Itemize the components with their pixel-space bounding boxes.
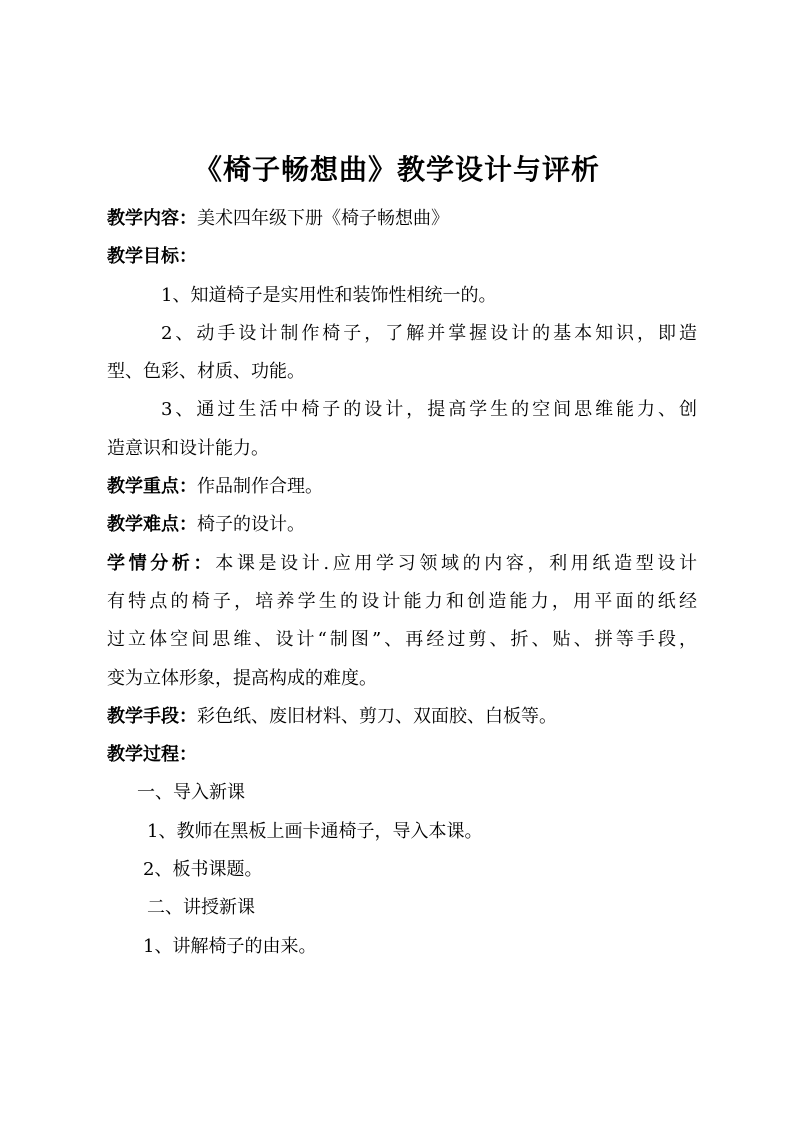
section-2-item-1: 1、讲解椅子的由来。: [143, 935, 317, 957]
analysis-label: 学情分析：: [107, 552, 216, 574]
goal-item-2-line-2: 型、色彩、材质、功能。: [107, 361, 305, 383]
difficulty-row: [107, 506, 697, 544]
goal-item-1: 1、知道椅子是实用性和装饰性相统一的。: [161, 284, 497, 306]
analysis-line-4: 变为立体形象，提高构成的难度。: [107, 667, 377, 689]
content-row: [107, 200, 697, 238]
difficulty-label: 教学难点：: [107, 514, 197, 536]
analysis-line-3: 过立体空间思维、设计“制图”、再经过剪、折、贴、拼等手段，: [107, 629, 697, 651]
goal-item-3-line-2: 造意识和设计能力。: [107, 437, 269, 459]
goal-item-2-line-1: 2、动手设计制作椅子，了解并掌握设计的基本知识，即造: [161, 322, 697, 344]
goals-label: 教学目标：: [107, 246, 197, 268]
section-1-item-2: 2、板书课题。: [143, 859, 263, 881]
means-text: 彩色纸、废旧材料、剪刀、双面胶、白板等。: [197, 705, 557, 727]
document-title: 《椅子畅想曲》教学设计与评析: [193, 153, 600, 186]
difficulty-text: 椅子的设计。: [197, 514, 305, 536]
document-body: [107, 200, 697, 966]
key-point-label: 教学重点：: [107, 476, 197, 498]
section-heading-2: 二、讲授新课: [147, 897, 255, 919]
goals-row: [107, 238, 697, 276]
goal-item-3-line-1: 3、通过生活中椅子的设计，提高学生的空间思维能力、创: [161, 399, 697, 421]
process-label: 教学过程：: [107, 744, 197, 766]
means-label: 教学手段：: [107, 705, 197, 727]
section-1-item-1: 1、教师在黑板上画卡通椅子，导入本课。: [147, 820, 483, 842]
content-text: 美术四年级下册《椅子畅想曲》: [197, 208, 449, 229]
analysis-line-1: 本课是设计.应用学习领域的内容，利用纸造型设计: [215, 552, 697, 574]
process-row: [107, 736, 697, 774]
content-label: 教学内容：: [107, 208, 197, 229]
analysis-row: [107, 545, 697, 583]
key-point-text: 作品制作合理。: [197, 476, 323, 498]
section-heading-1: 一、导入新课: [137, 782, 245, 804]
analysis-line-2: 有特点的椅子，培养学生的设计能力和创造能力，用平面的纸经: [107, 590, 697, 612]
means-row: [107, 698, 697, 736]
key-point-row: [107, 468, 697, 506]
